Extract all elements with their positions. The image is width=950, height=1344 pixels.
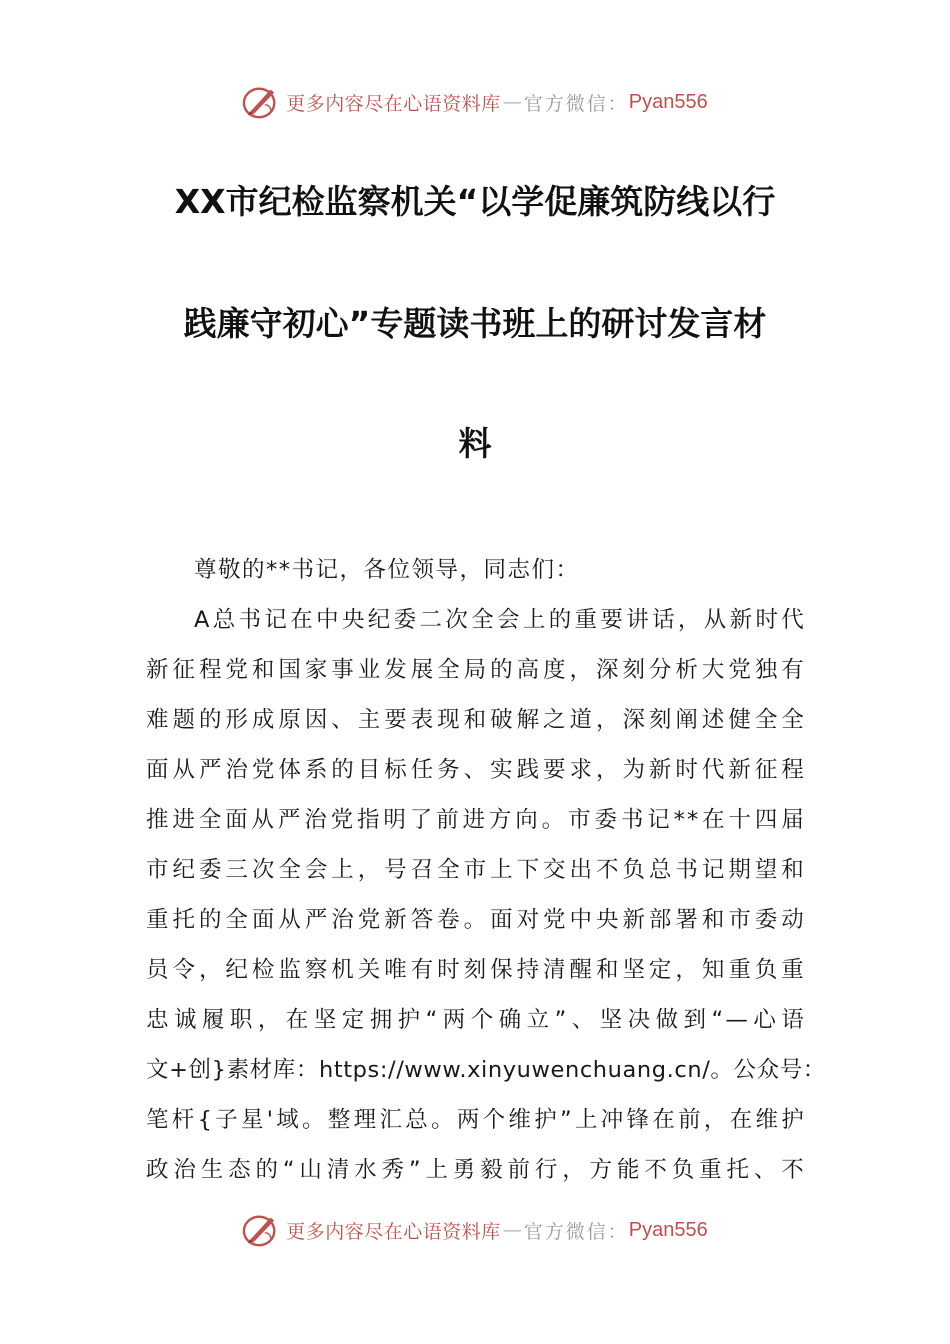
body-line: 员令，纪检监察机关唯有时刻保持清醒和坚定，知重负重 bbox=[146, 957, 806, 983]
salutation: 尊敬的**书记，各位领导，同志们： bbox=[194, 557, 580, 583]
footer-watermark bbox=[0, 1210, 950, 1250]
body-line-with-url: 文+创}素材库：https://www.xinyuwenchuang.cn/。公众号： bbox=[146, 1057, 826, 1083]
body-line: 推进全面从严治党指明了前进方向。市委书记**在十四届 bbox=[146, 807, 806, 833]
body-line: 市纪委三次全会上，号召全市上下交出不负总书记期望和 bbox=[146, 857, 806, 883]
watermark-dash: — bbox=[502, 1219, 522, 1241]
watermark-main-text: 更多内容尽在心语资料库 bbox=[286, 92, 501, 115]
watermark-wechat-id: Pyan556 bbox=[628, 1218, 708, 1241]
watermark-wechat-label: 官方微信： bbox=[523, 1220, 629, 1243]
body-line: 政治生态的“山清水秀”上勇毅前行，方能不负重托、不 bbox=[146, 1157, 806, 1183]
body-line: 笔杆{子星'域。整理汇总。两个维护”上冲锋在前，在维护 bbox=[146, 1107, 806, 1133]
document-title-line-2: 践廉守初心”专题读书班上的研讨发言材 bbox=[183, 304, 767, 343]
body-line: A总书记在中央纪委二次全会上的重要讲话，从新时代 bbox=[194, 607, 806, 633]
body-line: 难题的形成原因、主要表现和破解之道，深刻阐述健全全 bbox=[146, 707, 806, 733]
watermark-main-text: 更多内容尽在心语资料库 bbox=[286, 1220, 501, 1243]
watermark-wechat-id: Pyan556 bbox=[628, 90, 708, 113]
pen-logo-icon bbox=[242, 84, 280, 120]
body-line: 新征程党和国家事业发展全局的高度，深刻分析大党独有 bbox=[146, 657, 806, 683]
header-watermark bbox=[0, 82, 950, 122]
pen-logo-icon bbox=[242, 1212, 280, 1248]
document-title-line-1: XX市纪检监察机关“以学促廉筑防线以行 bbox=[174, 182, 776, 221]
document-title-line-3: 料 bbox=[458, 424, 492, 463]
body-line: 重托的全面从严治党新答卷。面对党中央新部署和市委动 bbox=[146, 907, 806, 933]
watermark-wechat-label: 官方微信： bbox=[523, 92, 629, 115]
body-line: 忠诚履职，在坚定拥护“两个确立”、坚决做到“—心语 bbox=[146, 1007, 806, 1033]
watermark-dash: — bbox=[502, 91, 522, 113]
body-line: 面从严治党体系的目标任务、实践要求，为新时代新征程 bbox=[146, 757, 806, 783]
